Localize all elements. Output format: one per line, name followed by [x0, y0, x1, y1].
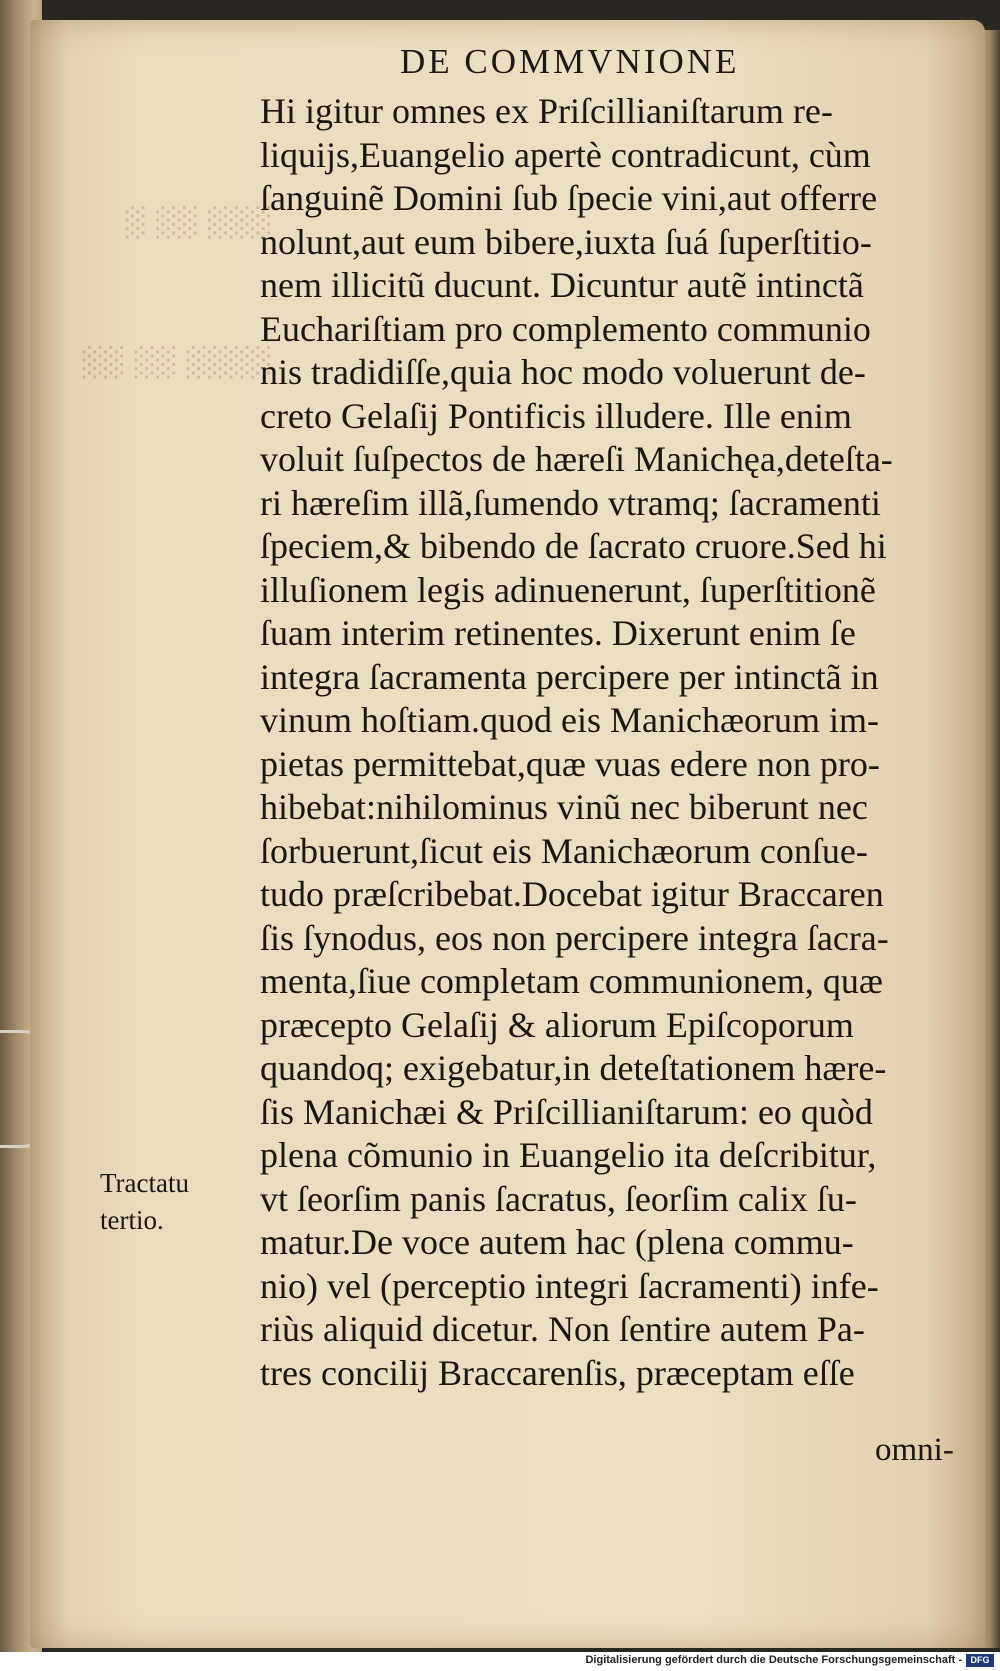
text-line: Hi igitur omnes ex Priſcillianiſtarum re- [260, 91, 833, 131]
text-line: voluit ſuſpectos de hæreſi Manichęa,deteſta- [260, 439, 893, 479]
margin-note-line: Tractatu [100, 1168, 189, 1198]
text-line: ſorbuerunt,ſicut eis Manichæorum conſue- [260, 830, 868, 871]
text-line: nolunt,aut eum bibere,iuxta ſuá ſuperſtitio- [260, 221, 872, 262]
catchword: omni- [875, 1432, 954, 1468]
text-line: integra ſacramenta percipere per intinctã in [260, 656, 879, 697]
text-line: riùs aliquid dicetur. Non ſentire autem Pa- [260, 1309, 865, 1349]
dfg-logo: DFG [966, 1654, 994, 1667]
text-line: menta,ſiue completam communionem, quæ [260, 961, 883, 1001]
text-line: creto Gelaſij Pontificis illudere. Ille enim [260, 395, 852, 436]
text-line: ſuam interim retinentes. Dixerunt enim ſe [260, 613, 856, 653]
margin-note [100, 1165, 240, 1239]
text-line: tudo præſcribebat.Docebat igitur Braccaren [260, 874, 884, 914]
text-line: hibebat:nihilominus vinũ nec biberunt nec [260, 787, 868, 827]
text-line: nem illicitũ ducunt. Dicuntur autẽ intinctã [260, 265, 864, 305]
text-line: ſanguinẽ Domini ſub ſpecie vini,aut offerre [260, 178, 878, 218]
text-line: liquijs,Euangelio apertè contradicunt, cùm [260, 134, 871, 175]
book-page [30, 20, 985, 1648]
text-line: nio) vel (perceptio integri ſacramenti) infe- [260, 1265, 879, 1306]
show-through-text: ░░░░ ░░ ░░ [79, 346, 270, 379]
text-line: ri hæreſim illã,ſumendo vtramq; ſacramenti [260, 482, 881, 523]
body-text [260, 90, 980, 1395]
text-line: illuſionem legis adinuenerunt, ſuperſtitionẽ [260, 569, 876, 610]
funding-credit: Digitalisierung gefördert durch die Deutsche Forschungsgemeinschaft - [585, 1654, 962, 1666]
margin-note-line: tertio. [100, 1205, 164, 1235]
text-line: vt ſeorſim panis ſacratus, ſeorſim calix ſu- [260, 1178, 857, 1219]
running-head: DE COMMVNIONE [400, 42, 740, 81]
text-line: ſis Manichæi & Priſcillianiſtarum: eo quòd [260, 1091, 873, 1132]
text-line: præcepto Gelaſij & aliorum Epiſcoporum [260, 1004, 854, 1045]
text-line: ſpeciem,& bibendo de ſacrato cruore.Sed hi [260, 526, 887, 566]
show-through-text: ░░░ ░░ ░ [123, 206, 270, 239]
text-line: vinum hoſtiam.quod eis Manichæorum im- [260, 700, 879, 740]
text-line: matur.De voce autem hac (plena commu- [260, 1222, 854, 1262]
footer-bar [0, 1652, 1000, 1671]
text-line: quandoq; exigebatur,in deteſtationem hære- [260, 1048, 887, 1088]
text-line: Euchariſtiam pro complemento communio [260, 308, 871, 349]
text-line: ſis ſynodus, eos non percipere integra ſacra- [260, 917, 889, 958]
text-line: plena cõmunio in Euangelio ita deſcribitur, [260, 1135, 877, 1175]
text-line: nis tradidiſſe,quia hoc modo voluerunt de- [260, 352, 866, 392]
text-line: tres concilij Braccarenſis, præceptam eſſe [260, 1352, 855, 1393]
text-line: pietas permittebat,quæ vuas edere non pro- [260, 743, 880, 784]
